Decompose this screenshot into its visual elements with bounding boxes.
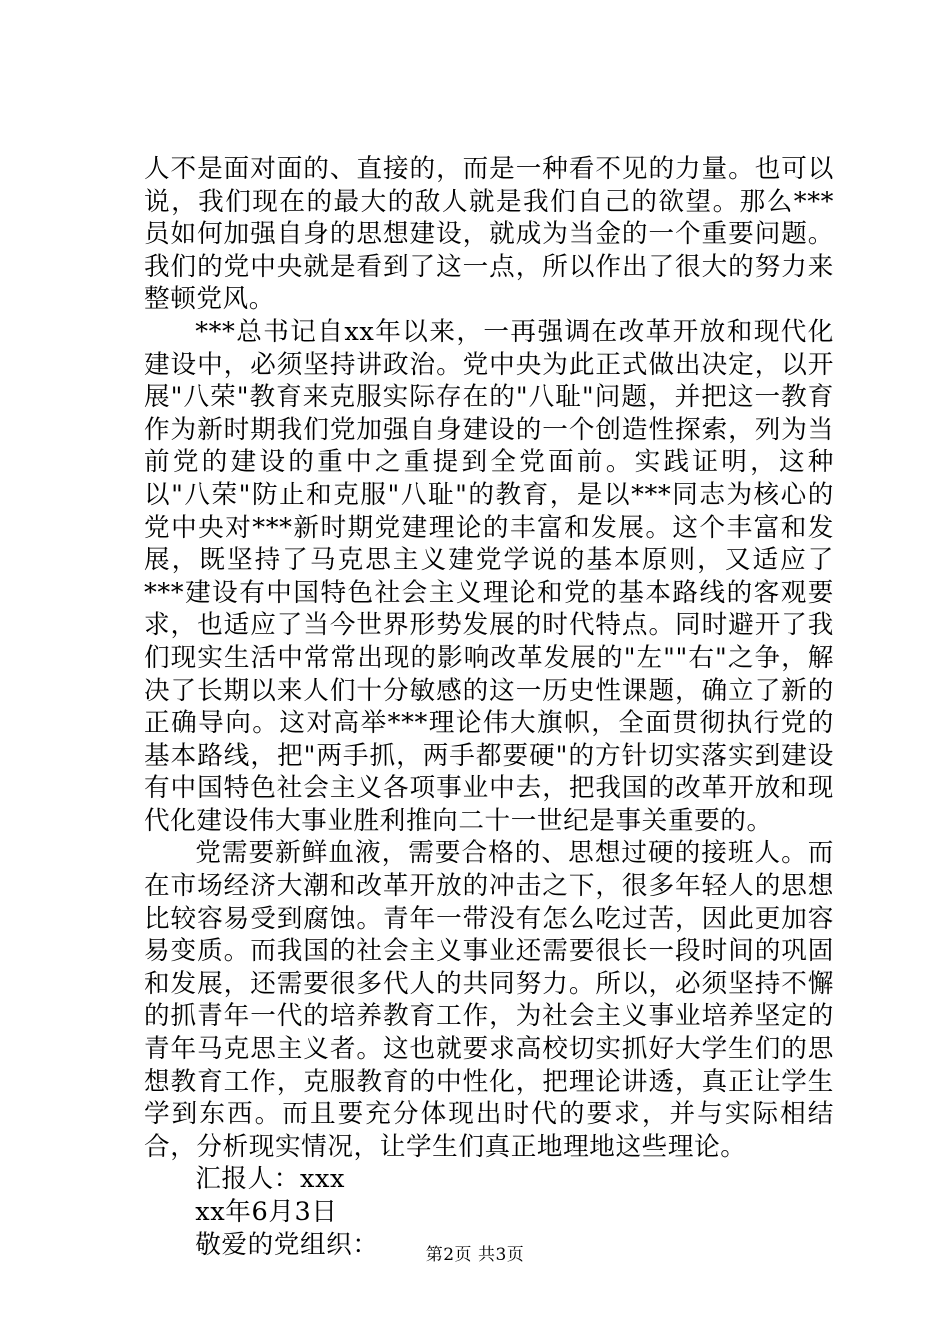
paragraph-2: ***总书记自xx年以来，一再强调在改革开放和现代化建设中，必须坚持讲政治。党中央为此正式做出决定，以开展"八荣"教育来克服实际存在的"八耻"问题，并把这一教育作为新时期我们党加强自身建设的一个创造性探索，列为当前党的建设的重中之重提到全党面前。实践证明，这种以"八荣"防止和克服"八耻"的教育，是以***同志为核心的党中央对***新时期党建理论的丰富和发展。这个丰富和发展，既坚持了马克思主义建党学说的基本原则，又适应了***建设有中国特色社会主义理论和党的基本路线的客观要求，也适应了当今世界形势发展的时代特点。同时避开了我们现实生活中常常出现的影响改革发展的"左""右"之争，解决了长期以来人们十分敏感的这一历史性课题，确立了新的正确导向。这对高举***理论伟大旗帜，全面贯彻执行党的基本路线，把"两手抓，两手都要硬"的方针切实落实到建设有中国特色社会主义各项事业中去，把我国的改革开放和现代化建设伟大事业胜利推向二十一世纪是事关重要的。 <box>144 316 834 836</box>
paragraph-1: 人不是面对面的、直接的，而是一种看不见的力量。也可以说，我们现在的最大的敌人就是我们自己的欲望。那么***员如何加强自身的思想建设，就成为当金的一个重要问题。我们的党中央就是看到了这一点，所以作出了很大的努力来整顿党风。 <box>144 154 834 315</box>
date-line: xx年6月3日 <box>195 1197 338 1227</box>
page-footer: 第2页 共3页 <box>425 1245 525 1265</box>
paragraph-3: 党需要新鲜血液，需要合格的、思想过硬的接班人。而在市场经济大潮和改革开放的冲击之下，很多年轻人的思想比较容易受到腐蚀。青年一带没有怎么吃过苦，因此更加容易变质。而我国的社会主义事业还需要很长一段时间的巩固和发展，还需要很多代人的共同努力。所以，必须坚持不懈的抓青年一代的培养教育工作，为社会主义事业培养坚定的青年马克思主义者。这也就要求高校切实抓好大学生们的思想教育工作，克服教育的中性化，把理论讲透，真正让学生学到东西。而且要充分体现出时代的要求，并与实际相结合，分析现实情况，让学生们真正地理地这些理论。 <box>144 838 834 1162</box>
salutation-line: 敬爱的党组织： <box>195 1229 379 1260</box>
reporter-line: 汇报人：xxx <box>195 1164 346 1195</box>
document-body <box>144 153 834 1261</box>
